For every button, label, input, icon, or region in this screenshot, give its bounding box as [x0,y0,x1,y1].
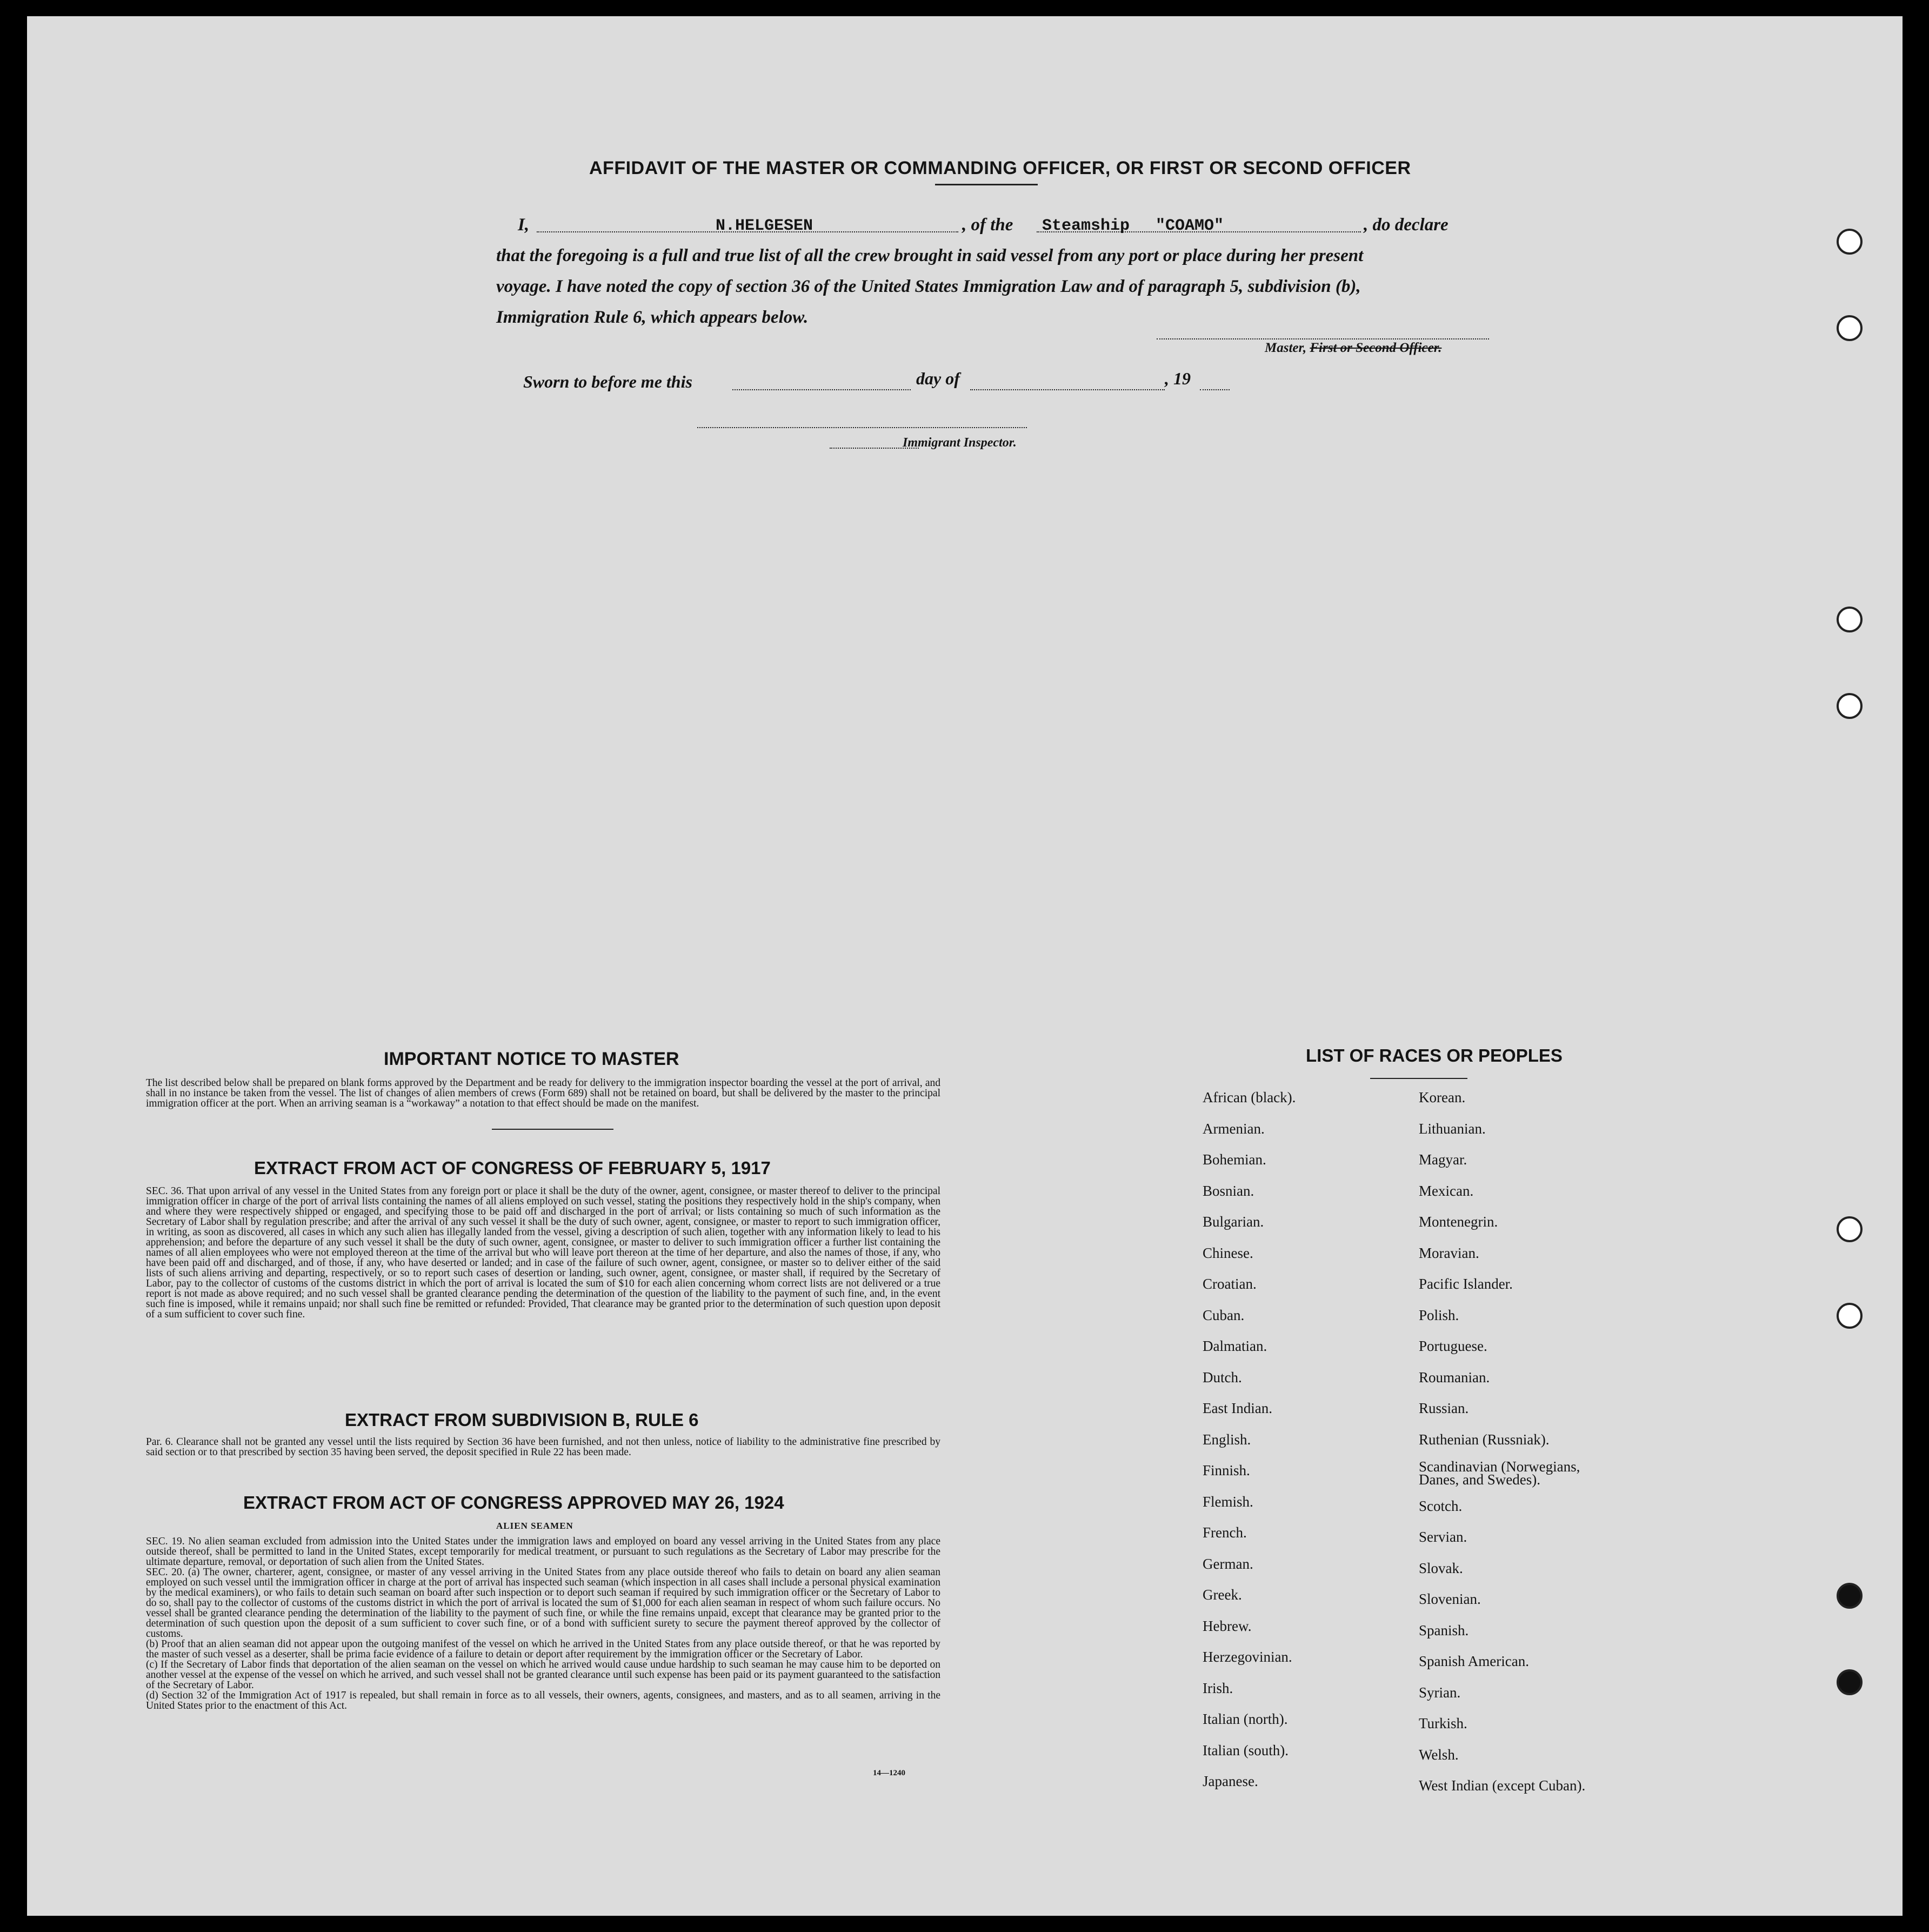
binder-hole-icon [1837,1669,1863,1695]
race-item: Hebrew. [1203,1617,1252,1634]
notice-title: IMPORTANT NOTICE TO MASTER [384,1049,679,1069]
year-prefix: , 19 [1165,369,1191,388]
binder-hole-icon [1837,1216,1863,1242]
race-item: Chinese. [1203,1244,1253,1261]
race-item: Italian (north). [1203,1711,1288,1727]
race-item: Mexican. [1419,1182,1474,1199]
master-signature-line [1157,338,1489,339]
sec20a-paragraph: SEC. 20. (a) The owner, charterer, agent, consignee, or master of any vessel arriving in the United States from any place outside thereof who fails to detain on board any alien seaman employed on such vessel until the immigration officer in charge at the port of arrival has inspected such seaman (which inspection in all cases shall include a personal physical examination by the medical examiners), or who fails to detain such seaman on board after such inspection or to deport such seaman if required by such immigration officer or the Secretary of Labor to do so, shall pay to the collector of customs of the customs district in which the port of arrival is located the sum of $1,000 for each alien seaman in respect of whom such failure occurs. No vessel shall be granted clearance pending the determination of the liability to the payment of such fine, or while the fine remains unpaid, except that clearance may be granted prior to the determination of such question upon the deposit of a sum sufficient to cover such fine, or of a bond with sufficient surety to secure the payment thereof approved by the collector of customs. [146,1567,940,1640]
binder-hole-icon [1837,229,1863,255]
race-item: Montenegrin. [1419,1214,1498,1230]
race-item: Italian (south). [1203,1742,1289,1758]
sec20c-paragraph: (c) If the Secretary of Labor finds that deportation of the alien seaman on the vessel on which he arrived would cause undue hardship to such seaman he may cause him to be deported on another vessel at the expense of the vessel on which he arrived, and such vessel shall not be granted clearance until such expense has been paid or its payment guaranteed to the satisfaction of the Secretary of Labor. [146,1659,940,1691]
race-item: Ruthenian (Russniak). [1419,1431,1550,1448]
race-item: Turkish. [1419,1715,1467,1731]
race-item: Herzegovinian. [1203,1649,1292,1665]
race-item: Dalmatian. [1203,1338,1267,1354]
race-item: Irish. [1203,1680,1233,1696]
race-item: Slovenian. [1419,1591,1481,1607]
race-item: Japanese. [1203,1773,1258,1789]
i-label: I, [518,215,530,235]
race-item: West Indian (except Cuban). [1419,1777,1586,1794]
race-item: Lithuanian. [1419,1120,1486,1137]
race-item: Magyar. [1419,1151,1467,1168]
declare-label: , do declare [1364,215,1449,235]
officer-name: N.HELGESEN [716,217,813,235]
race-item: Spanish American. [1419,1653,1529,1669]
race-item: Moravian. [1419,1244,1479,1261]
sec19-paragraph: SEC. 19. No alien seaman excluded from admission into the United States under the immigration laws and employed on board any vessel arriving in the United States from any place outside thereof, shall be permitted to land in the United States, except temporarily for medical treatment, or pursuant to such regulations as the Secretary of Labor may prescribe for the ultimate departure, removal, or deportation of such alien from the United States. [146,1536,940,1568]
race-item: Polish. [1419,1307,1459,1323]
sworn-label: Sworn to before me this [523,372,692,391]
race-item: Armenian. [1203,1120,1265,1137]
sec20b-paragraph: (b) Proof that an alien seaman did not appear upon the outgoing manifest of the vessel on which he arrived in the United States from any place outside thereof, or that he was reported by the master of such vessel as a deserter, shall be prima facie evidence of a failure to detain or deport after requirement by the immigration officer or the Secretary of Labor. [146,1638,940,1660]
affidavit-line-2: that the foregoing is a full and true list of all the crew brought in said vessel from any port or place during her present [496,246,1364,265]
day-of-label: day of [916,369,960,388]
race-item: Scotch. [1419,1497,1463,1514]
binder-hole-icon [1837,1303,1863,1329]
extract-rule6-body: Par. 6. Clearance shall not be granted any vessel until the lists required by Section 36 have been furnished, and not then unless, notice of liability to the administrative fine prescribed by said section or to that prescribed by section 35 having been served, the deposit specified in Rule 22 has been made. [146,1436,940,1458]
sworn-month-line [970,389,1165,390]
race-item: Croatian. [1203,1276,1257,1292]
races-divider [1370,1078,1467,1079]
race-item: African (black). [1203,1089,1296,1105]
affidavit-line-3: voyage. I have noted the copy of section 36 of the United States Immigration Law and of paragraph 5, subdivision (b), [496,277,1361,296]
binder-hole-icon [1837,315,1863,341]
race-item: Roumanian. [1419,1369,1490,1385]
binder-hole-icon [1837,607,1863,632]
extract-1917-title: EXTRACT FROM ACT OF CONGRESS OF FEBRUARY 5, 1917 [254,1158,771,1178]
race-item: Portuguese. [1419,1338,1487,1354]
race-item: Cuban. [1203,1307,1245,1323]
master-label: Master, [1265,341,1307,355]
race-item: Korean. [1419,1089,1466,1105]
race-item: French. [1203,1524,1247,1541]
of-the-label: , of the [962,215,1013,235]
extract-1917-body: SEC. 36. That upon arrival of any vessel in the United States from any foreign port or place it shall be the duty of the owner, agent, consignee, or master thereof to deliver to the principal immigration officer in charge of the port of arrival lists containing the names of all aliens employed on such vessel, stating the positions they respectively hold in the ship's company, when and where they were respectively shipped or engaged, and specifying those to be paid off and discharged in the port of arrival; or lists containing so much of such information as the Secretary of Labor shall by regulation prescribe; and after the arrival of any such vessel it shall be the duty of such owner, agent, consignee, or master to report to such immigration officer, in writing, as soon as discovered, all cases in which any such alien has illegally landed from the vessel, giving a description of such alien, together with any information likely to lead to his apprehension; and before the departure of any such vessel it shall be the duty of such owner, agent, consignee, or master to deliver to such immigration officer a further list containing the names of all alien employees who were not employed thereon at the time of the arrival but who will leave port thereon at the time of her departure, and also the names of those, if any, who have been paid off and discharged, and of those, if any, who have deserted or landed; and in case of the failure of such owner, agent, consignee, or master so to deliver either of the said lists of such aliens arriving and departing, respectively, or so to report such cases of desertion or landing, such owner, agent, consignee, or master shall, if required by the Secretary of Labor, pay to the collector of customs of the customs district in which the port of arrival is located the sum of $10 for each alien concerning whom correct lists are not delivered or a true report is not made as above required; and no such vessel shall be granted clearance pending the determination of the question of the liability to the payment of such fine, and, in the event such fine is imposed, while it remains unpaid; nor shall such fine be remitted or refunded: Provided, That clearance may be granted prior to the determination of such question upon deposit of a sum sufficient to cover such fine. [146,1185,940,1320]
binder-hole-icon [1837,1583,1863,1609]
race-item: Servian. [1419,1529,1467,1545]
form-number: 14—1240 [873,1769,905,1777]
affidavit-title: AFFIDAVIT OF THE MASTER OR COMMANDING OFFICER, OR FIRST OR SECOND OFFICER [589,158,1411,178]
sworn-day-line [732,389,911,390]
extract-1924-body [146,1536,940,1711]
race-item: Slovak. [1419,1560,1463,1576]
year-line [1200,389,1230,390]
extract-1924-title: EXTRACT FROM ACT OF CONGRESS APPROVED MAY 26, 1924 [243,1493,784,1513]
extract-rule6-title: EXTRACT FROM SUBDIVISION B, RULE 6 [345,1410,699,1430]
title-divider [935,184,1038,185]
alien-seamen-subtitle: ALIEN SEAMEN [496,1521,573,1531]
race-item: Bohemian. [1203,1151,1266,1168]
race-item: Bosnian. [1203,1182,1254,1199]
affidavit-line-4: Immigration Rule 6, which appears below. [496,308,809,327]
races-title: LIST OF RACES OR PEOPLES [1306,1045,1563,1065]
race-item: Pacific Islander. [1419,1276,1513,1292]
race-item: Syrian. [1419,1684,1461,1701]
document-page [27,16,1903,1916]
vessel-name: "COAMO" [1156,217,1224,235]
sec20d-paragraph: (d) Section 32 of the Immigration Act of 1917 is repealed, but shall remain in force as to all vessels, their owners, agents, consignees, and masters, and as to all seamen, arriving in the United States prior to the enactment of this Act. [146,1690,940,1711]
race-item: Greek. [1203,1587,1242,1603]
notice-body: The list described below shall be prepared on blank forms approved by the Department and be ready for delivery to the immigration inspector boarding the vessel at the port of arrival, and shall in no instance be taken from the vessel. The list of changes of alien members of crews (Form 689) shall not be retained on board, but shall be delivered by the master to the principal immigration officer at the port. When an arriving seaman is a “workaway” a notation to that effect should be made on the manifest. [146,1077,940,1109]
race-item: English. [1203,1431,1251,1448]
race-item: German. [1203,1555,1253,1572]
race-item: Scandinavian (Norwegians, Danes, and Swedes). [1419,1458,1580,1488]
race-item: Flemish. [1203,1493,1253,1510]
struck-officer-label: First or Second Officer. [1310,341,1442,355]
binder-hole-icon [1837,693,1863,719]
race-item: Russian. [1419,1400,1469,1416]
vessel-type: Steamship [1042,217,1130,235]
race-item: Bulgarian. [1203,1214,1264,1230]
sworn-line [523,372,692,392]
inspector-signature-line [697,427,1027,428]
race-item: Finnish. [1203,1462,1250,1478]
race-item: Spanish. [1419,1622,1469,1638]
notice-divider [492,1129,613,1130]
race-item: East Indian. [1203,1400,1272,1416]
race-item: Dutch. [1203,1369,1242,1385]
master-signature-caption [1265,341,1441,356]
race-item: Welsh. [1419,1746,1459,1763]
inspector-label: Immigrant Inspector. [903,436,1017,450]
